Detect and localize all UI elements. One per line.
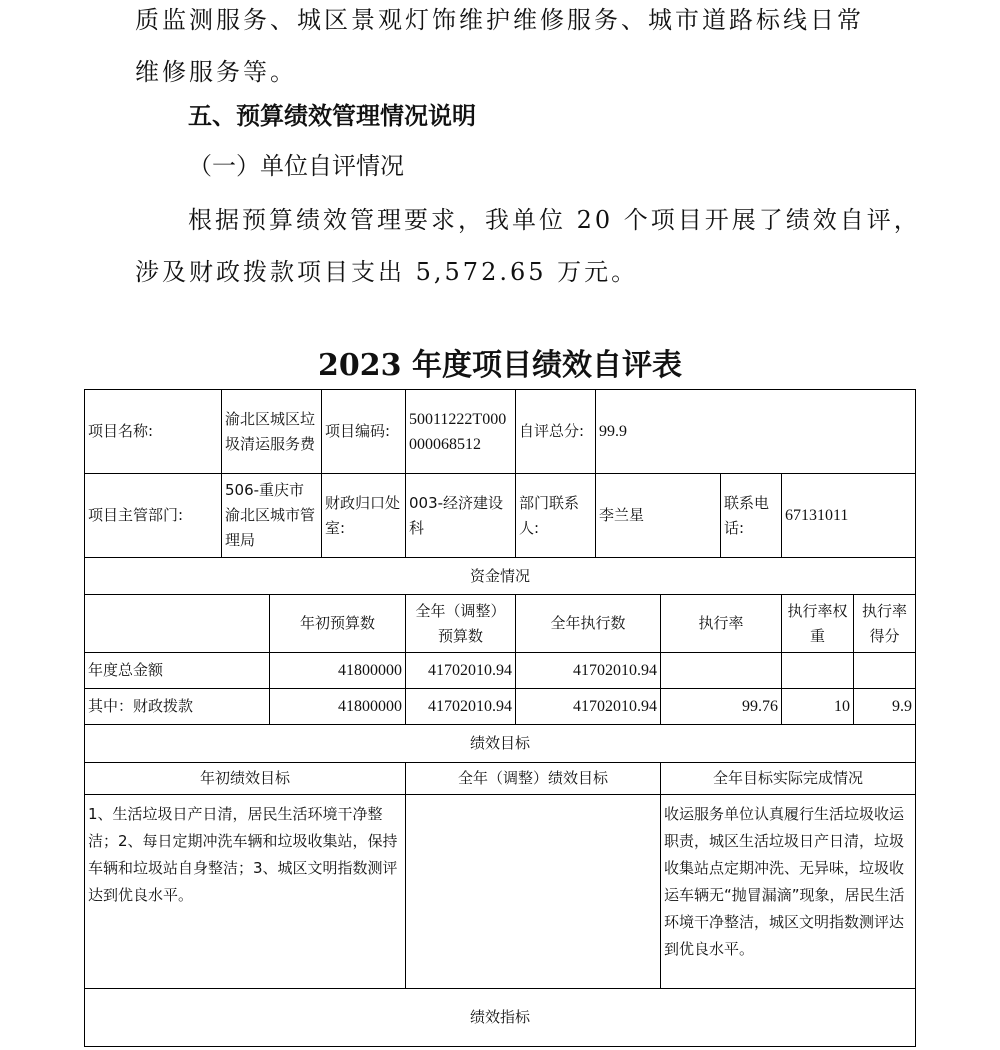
dept-label: 项目主管部门: bbox=[85, 474, 222, 558]
header-actual-goal: 全年目标实际完成情况 bbox=[661, 763, 916, 795]
section-heading: 五、预算绩效管理情况说明 bbox=[188, 101, 476, 130]
paragraph-2-line-2: 涉及财政拨款项目支出 5,572.65 万元。 bbox=[135, 258, 639, 286]
total-adjusted: 41702010.94 bbox=[406, 653, 516, 689]
initial-goal-text: 1、生活垃圾日产日清，居民生活环境干净整洁；2、每日定期冲洗车辆和垃圾收集站，保持车辆和垃圾站自身整洁；3、城区文明指数测评达到优良水平。 bbox=[85, 795, 406, 989]
table-row bbox=[85, 653, 916, 689]
header-initial-budget: 年初预算数 bbox=[270, 595, 406, 653]
dept-value: 506-重庆市渝北区城市管理局 bbox=[222, 474, 322, 558]
header-executed: 全年执行数 bbox=[516, 595, 661, 653]
actual-goal-text: 收运服务单位认真履行生活垃圾收运职责，城区生活垃圾日产日清，垃圾收集站点定期冲洗、无异味，垃圾收运车辆无“抛冒漏滴”现象，居民生活环境干净整洁，城区文明指数测评达到优良水平。 bbox=[661, 795, 916, 989]
goals-section-header: 绩效目标 bbox=[85, 725, 916, 763]
header-rate: 执行率 bbox=[661, 595, 782, 653]
total-weight bbox=[782, 653, 854, 689]
finance-office-label: 财政归口处室: bbox=[322, 474, 406, 558]
fiscal-initial: 41800000 bbox=[270, 689, 406, 725]
indicators-section-header: 绩效指标 bbox=[85, 989, 916, 1047]
project-name-label: 项目名称: bbox=[85, 390, 222, 474]
contact-label: 部门联系人: bbox=[516, 474, 596, 558]
project-code-value: 50011222T000000068512 bbox=[406, 390, 516, 474]
funds-header-blank bbox=[85, 595, 270, 653]
adjusted-goal-text bbox=[406, 795, 661, 989]
row-label-fiscal: 其中：财政拨款 bbox=[85, 689, 270, 725]
paragraph-2-line-1: 根据预算绩效管理要求，我单位 20 个项目开展了绩效自评， bbox=[188, 206, 921, 234]
table-row bbox=[85, 558, 916, 595]
performance-table bbox=[84, 389, 916, 1047]
contact-value: 李兰星 bbox=[596, 474, 721, 558]
project-code-label: 项目编码: bbox=[322, 390, 406, 474]
total-executed: 41702010.94 bbox=[516, 653, 661, 689]
paragraph-2 bbox=[135, 194, 925, 298]
header-adjusted-goal: 全年（调整）绩效目标 bbox=[406, 763, 661, 795]
fiscal-weight: 10 bbox=[782, 689, 854, 725]
fiscal-executed: 41702010.94 bbox=[516, 689, 661, 725]
table-row bbox=[85, 390, 916, 474]
phone-value: 67131011 bbox=[782, 474, 916, 558]
table-row bbox=[85, 474, 916, 558]
fiscal-score: 9.9 bbox=[854, 689, 916, 725]
header-rate-score: 执行率得分 bbox=[854, 595, 916, 653]
table-row bbox=[85, 989, 916, 1047]
phone-label: 联系电话: bbox=[721, 474, 782, 558]
total-rate bbox=[661, 653, 782, 689]
header-initial-goal: 年初绩效目标 bbox=[85, 763, 406, 795]
paragraph-1-line-1: 质监测服务、城区景观灯饰维护维修服务、城市道路标线日常 bbox=[135, 6, 864, 34]
subsection-heading: （一）单位自评情况 bbox=[188, 152, 404, 180]
fiscal-rate: 99.76 bbox=[661, 689, 782, 725]
self-score-value: 99.9 bbox=[596, 390, 916, 474]
paragraph-1-line-2: 维修服务等。 bbox=[135, 58, 297, 86]
project-name-value: 渝北区城区垃圾清运服务费 bbox=[222, 390, 322, 474]
table-row bbox=[85, 595, 916, 653]
table-row bbox=[85, 725, 916, 763]
total-score bbox=[854, 653, 916, 689]
finance-office-value: 003-经济建设科 bbox=[406, 474, 516, 558]
table-title: 2023 年度项目绩效自评表 bbox=[318, 348, 682, 383]
self-score-label: 自评总分: bbox=[516, 390, 596, 474]
row-label-total: 年度总金额 bbox=[85, 653, 270, 689]
funds-section-header: 资金情况 bbox=[85, 558, 916, 595]
table-row bbox=[85, 795, 916, 989]
table-row bbox=[85, 763, 916, 795]
total-initial: 41800000 bbox=[270, 653, 406, 689]
table-row bbox=[85, 689, 916, 725]
header-rate-weight: 执行率权重 bbox=[782, 595, 854, 653]
header-adjusted-budget: 全年（调整）预算数 bbox=[406, 595, 516, 653]
fiscal-adjusted: 41702010.94 bbox=[406, 689, 516, 725]
paragraph-1 bbox=[135, 0, 925, 98]
